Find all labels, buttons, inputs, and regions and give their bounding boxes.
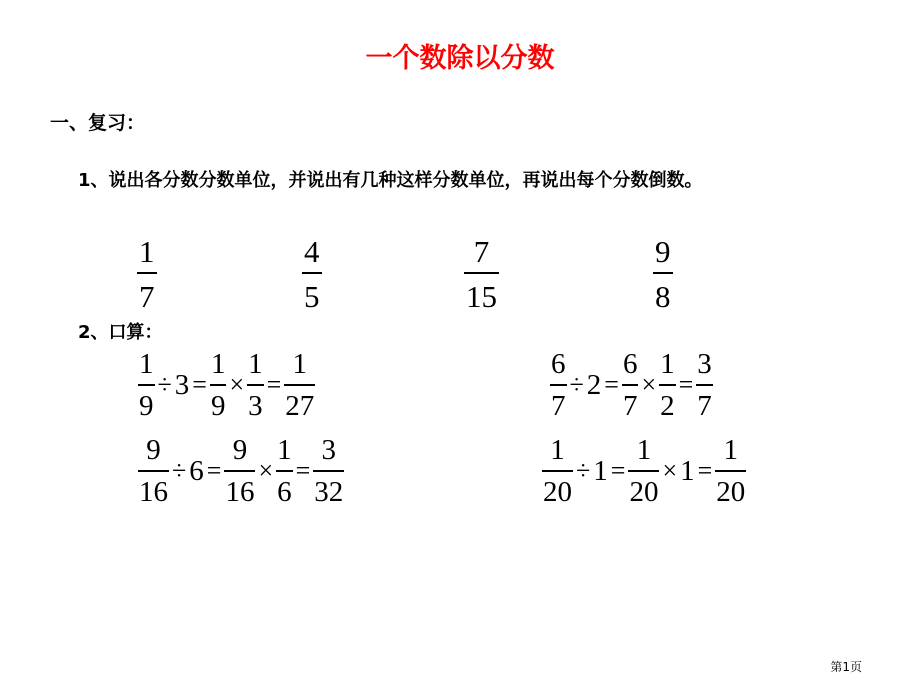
denominator: 5 (304, 278, 320, 314)
fraction (210, 350, 227, 421)
denominator: 2 (660, 389, 675, 422)
fraction (138, 350, 155, 421)
denominator: 20 (543, 475, 572, 508)
equals-sign: = (266, 370, 282, 400)
denominator: 9 (210, 389, 226, 422)
numerator: 9 (232, 434, 248, 466)
numerator: 1 (550, 434, 565, 466)
numerator: 1 (636, 434, 652, 466)
denominator: 7 (139, 278, 155, 314)
divisor: 6 (189, 454, 204, 487)
numerator: 3 (697, 348, 712, 380)
fraction (628, 436, 659, 507)
numerator: 4 (304, 234, 320, 269)
question-1: 1、说出各分数分数单位，并说出有几种这样分数单位，再说出每个分数倒数。 (78, 170, 703, 191)
multiply-sign: × (641, 370, 657, 400)
fraction-4-5 (302, 236, 322, 312)
numerator: 1 (723, 434, 739, 466)
equation-2 (550, 350, 713, 421)
fraction-9-8 (653, 236, 673, 312)
equation-1 (138, 350, 315, 421)
fraction (550, 350, 567, 421)
numerator: 7 (473, 234, 490, 269)
denominator: 16 (139, 475, 168, 508)
fraction (542, 436, 573, 507)
divisor: 2 (586, 368, 602, 401)
multiply-sign: × (258, 456, 274, 486)
divide-sign: ÷ (569, 370, 584, 400)
divide-sign: ÷ (157, 370, 172, 400)
numerator: 6 (551, 348, 566, 380)
fraction-7-15 (464, 236, 499, 312)
page-number: 第1页 (830, 660, 862, 674)
fraction-1-7 (137, 236, 157, 312)
divide-sign: ÷ (172, 456, 187, 486)
equals-sign: = (697, 456, 713, 486)
fraction (313, 436, 344, 507)
numerator: 1 (139, 348, 154, 380)
divisor: 3 (174, 368, 190, 401)
fraction (622, 350, 639, 421)
numerator: 1 (277, 434, 292, 466)
equals-sign: = (192, 370, 207, 400)
question-2: 2、口算： (78, 322, 163, 343)
multiplier: 1 (680, 454, 695, 487)
denominator: 27 (285, 389, 315, 422)
equals-sign: = (610, 456, 626, 486)
fraction (284, 350, 315, 421)
numerator: 1 (660, 348, 675, 380)
denominator: 7 (551, 389, 566, 422)
numerator: 6 (622, 348, 638, 380)
equation-4 (542, 436, 746, 507)
divisor: 1 (593, 454, 608, 487)
equals-sign: = (206, 456, 222, 486)
numerator: 1 (248, 348, 263, 380)
numerator: 9 (146, 434, 161, 466)
denominator: 7 (622, 389, 638, 422)
fraction (247, 350, 264, 421)
equals-sign: = (678, 370, 694, 400)
numerator: 1 (210, 348, 226, 380)
denominator: 15 (466, 278, 497, 314)
numerator: 9 (655, 234, 671, 269)
denominator: 20 (716, 475, 746, 508)
equals-sign: = (295, 456, 311, 486)
equals-sign: = (604, 370, 619, 400)
fraction (696, 350, 713, 421)
denominator: 6 (277, 475, 292, 508)
denominator: 3 (248, 389, 263, 422)
fraction (276, 436, 293, 507)
multiply-sign: × (662, 456, 678, 486)
fraction (224, 436, 255, 507)
denominator: 9 (139, 389, 154, 422)
divide-sign: ÷ (576, 456, 591, 486)
numerator: 3 (321, 434, 337, 466)
fraction (138, 436, 169, 507)
numerator: 1 (292, 348, 308, 380)
denominator: 16 (225, 475, 255, 508)
denominator: 20 (629, 475, 659, 508)
page-title: 一个数除以分数 (365, 43, 555, 74)
fraction (659, 350, 676, 421)
denominator: 7 (697, 389, 712, 422)
equation-3 (138, 436, 344, 507)
multiply-sign: × (229, 370, 245, 400)
fraction (715, 436, 746, 507)
numerator: 1 (139, 234, 155, 269)
section-heading: 一、复习： (50, 112, 146, 134)
denominator: 32 (314, 475, 344, 508)
denominator: 8 (655, 278, 671, 314)
